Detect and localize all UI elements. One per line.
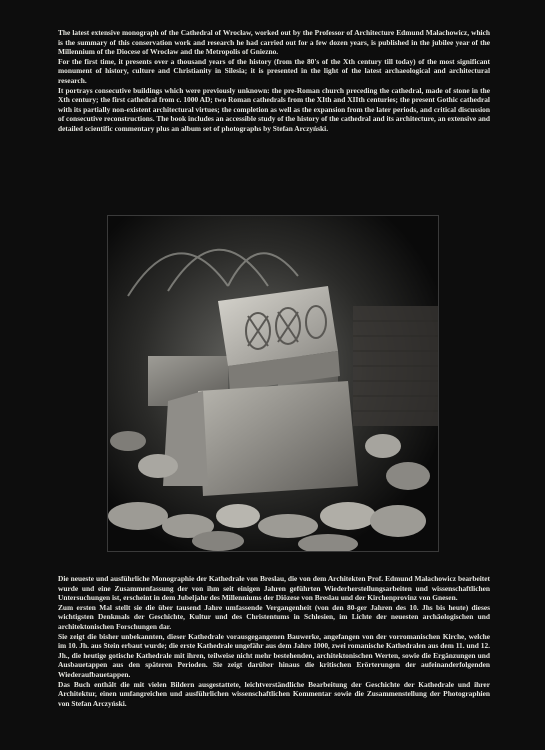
german-description <box>58 574 490 708</box>
english-paragraph-3: It portrays consecutive buildings which were previously unknown: the pre-Roman church preceding the cathedral, made of stone in the Xth century; the first cathedral from c. 1000 AD; two Roman cathedrals from the XIth and XIIth centuries; the present Gothic cathedral with its partially non-existent architectural virtues; the completion as well as the expansion from the later periods, and critical discussion of consecutive reconstructions. The book includes an accessible study of the history of the cathedral and its architecture, an extensive and detailed scientific commentary plus an album set of photographs by Stefan Arczyński. <box>58 85 490 133</box>
german-paragraph-3: Sie zeigt die bisher unbekannten, dieser Kathedrale vorausgegangenen Bauwerke, angefangen von der vorromanischen Kirche, welche im 10. Jh. aus Stein erbaut wurde; die erste Kathedrale ungefähr aus dem Jahre 1000, zwei romanische Kathedralen aus dem 11. und 12. Jh., die heutige gotische Kathedrale mit ihren, teilweise nicht mehr bestehenden, architektonischen Werten, sowie die Ergänzungen und Ausbauetappen aus den späteren Perioden. Sie zeigt darüber hinaus die kritischen Erörterungen der aufeinanderfolgenden Wiederaufbauetappen. <box>58 631 490 679</box>
english-paragraph-1: The latest extensive monograph of the Cathedral of Wrocław, worked out by the Professor of Architecture Edmund Małachowicz, which is the summary of this conservation work and research he had carried out for a few dozen years, is published in the jubilee year of the Millennium of the Diocese of Wrocław and the Metropolis of Gniezno. <box>58 28 490 57</box>
english-paragraph-2: For the first time, it presents over a thousand years of the history (from the 80's of the Xth century till today) of the most significant monument of history, culture and Christianity in Silesia; it is presented in the light of the latest archaeological and architectural research. <box>58 56 490 85</box>
cathedral-stone-photo <box>107 215 439 552</box>
german-paragraph-1: Die neueste und ausführliche Monographie der Kathedrale von Breslau, die von dem Architekten Prof. Edmund Małachowicz bearbeitet wurde und eine Zusammenfassung der von ihm seit einigen Jahren geführten Wiederherstellungsarbeiten und wissenschaftlichen Untersuchungen ist, erscheint in dem Jubeljahr des Millenniums der Diözese von Breslau und der Kirchenprovinz von Gnesen. <box>58 574 490 603</box>
german-paragraph-4: Das Buch enthält die mit vielen Bildern ausgestattete, leichtverständliche Bearbeitung der Geschichte der Kathedrale und ihrer Architektur, einen umfangreichen und ausführlichen wissenschaftlichen Kommentar sowie die Zusammenstellung der Photographien von Stefan Arczyński. <box>58 679 490 708</box>
english-description <box>58 28 490 134</box>
german-paragraph-2: Zum ersten Mal stellt sie die über tausend Jahre umfassende Vergangenheit (von den 80-ger Jahren des 10. Jhs bis heute) dieses wichtigsten Denkmals der Geschichte, Kultur und des Christentums in Schlesien, im Lichte der neuesten archäologischen und architektonischen Forschungen dar. <box>58 602 490 631</box>
